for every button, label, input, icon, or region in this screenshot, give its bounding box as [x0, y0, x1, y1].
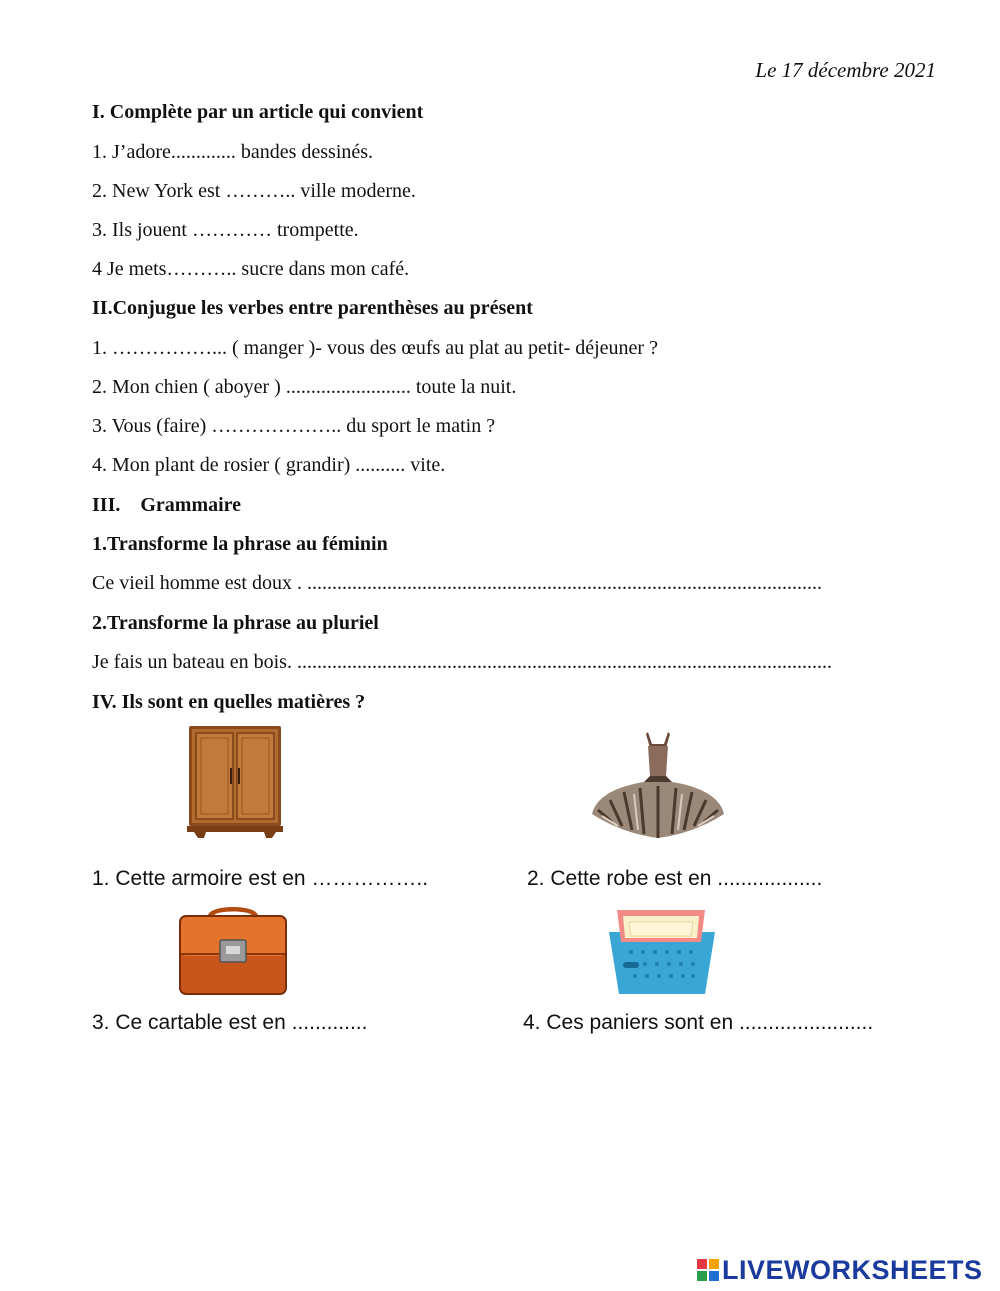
exercise-line: 2. Mon chien ( aboyer ) ......................... toute la nuit.	[92, 376, 517, 398]
exercise-line: 3. Ils jouent ………… trompette.	[92, 219, 359, 241]
logo-text: LIVEWORKSHEETS	[722, 1254, 983, 1285]
date: Le 17 décembre 2021	[755, 58, 936, 82]
section2-title: II.Conjugue les verbes entre parenthèses au présent	[92, 297, 533, 319]
caption-briefcase: 3. Ce cartable est en .............	[92, 1011, 368, 1034]
liveworksheets-logo[interactable]	[697, 1253, 983, 1287]
section1-title: I. Complète par un article qui convient	[92, 101, 424, 123]
section3-title: III. Grammaire	[92, 494, 242, 516]
exercise-line: 2. New York est ……….. ville moderne.	[92, 180, 416, 202]
caption-wardrobe: 1. Cette armoire est en ……………..	[92, 867, 429, 890]
plural-heading: 2.Transforme la phrase au pluriel	[92, 612, 379, 634]
exercise-line: 1. J’adore............. bandes dessinés.	[92, 141, 374, 163]
plural-sentence: Je fais un bateau en bois. ...........................................................................................................	[92, 651, 832, 673]
feminine-sentence: Ce vieil homme est doux . .......................................................................................................	[92, 572, 822, 594]
section4-title: IV. Ils sont en quelles matières ?	[92, 691, 366, 713]
exercise-line: 3. Vous (faire) ……………….. du sport le matin ?	[92, 415, 496, 437]
exercise-line: 4 Je mets……….. sucre dans mon café.	[92, 258, 410, 280]
baskets-image	[605, 902, 720, 1000]
caption-baskets: 4. Ces paniers sont en .......................	[523, 1011, 874, 1034]
logo-icon	[697, 1259, 719, 1281]
dress-image	[588, 730, 728, 848]
briefcase-image	[178, 900, 288, 998]
feminine-heading: 1.Transforme la phrase au féminin	[92, 533, 388, 555]
caption-dress: 2. Cette robe est en ..................	[527, 867, 823, 890]
exercise-line: 4. Mon plant de rosier ( grandir) .......... vite.	[92, 454, 446, 476]
wardrobe-image	[186, 724, 284, 840]
exercise-line: 1. ……………... ( manger )- vous des œufs au plat au petit- déjeuner ?	[92, 337, 658, 359]
